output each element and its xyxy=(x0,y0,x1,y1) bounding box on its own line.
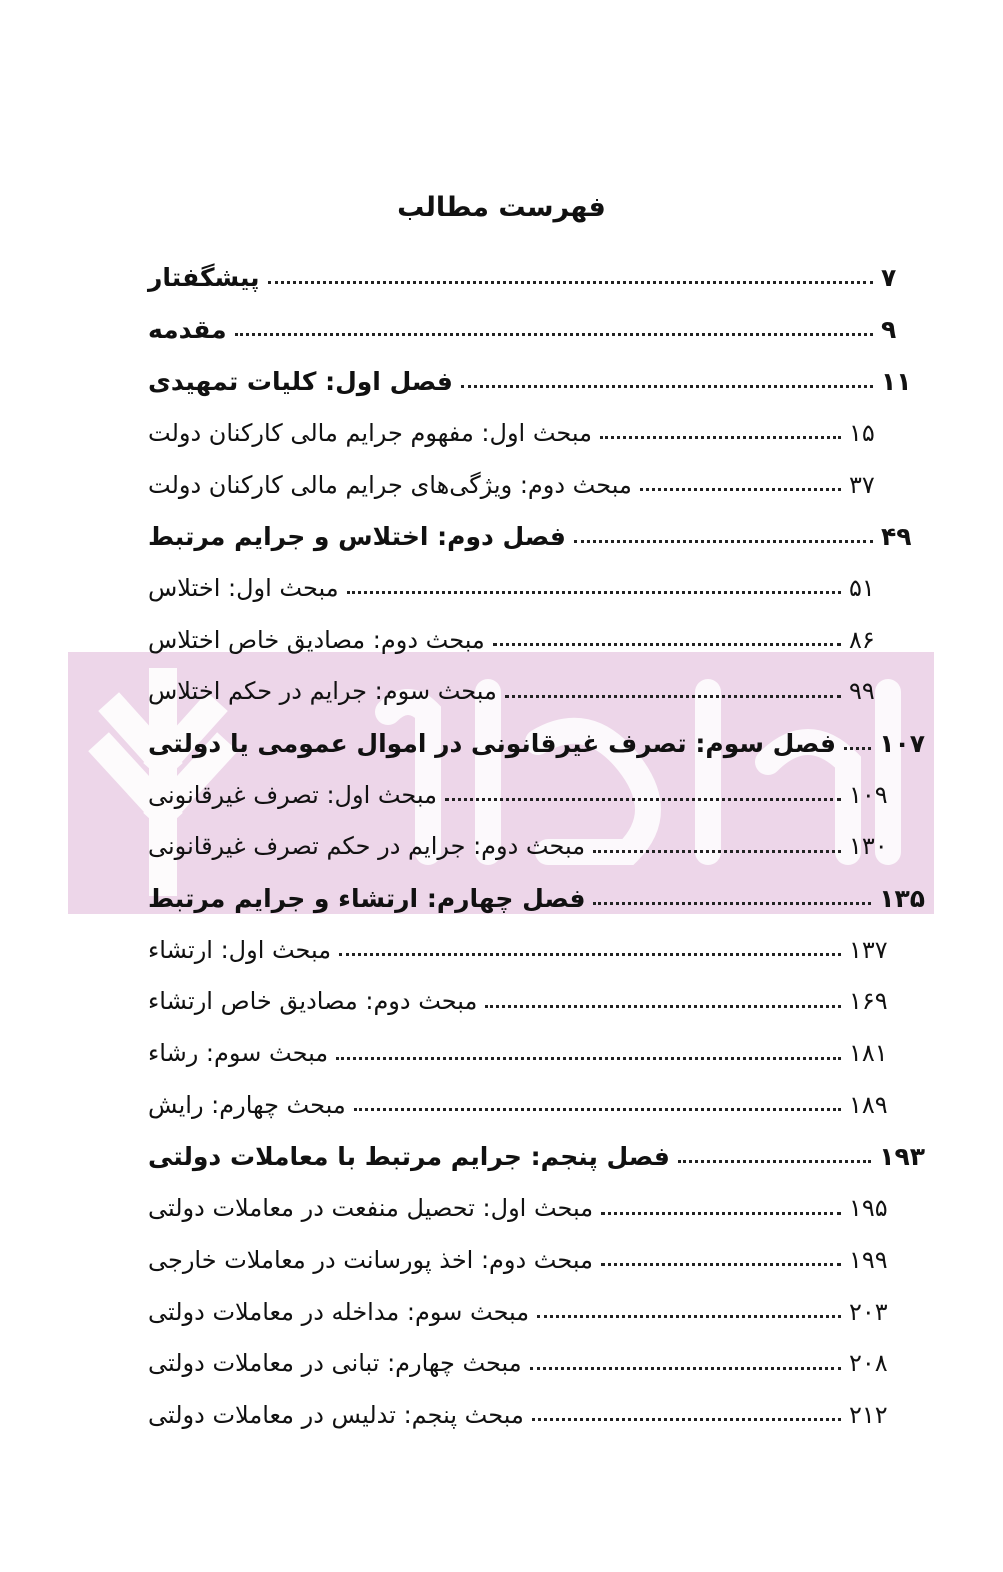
toc-entry-label: مبحث اول: ارتشاء xyxy=(148,935,332,964)
dot-leader xyxy=(601,1263,841,1266)
dot-leader xyxy=(537,1315,841,1318)
toc-section-row[interactable] xyxy=(148,1234,925,1286)
toc-entry-label: مبحث چهارم: تبانی در معاملات دولتی xyxy=(148,1349,522,1378)
toc-section-row[interactable] xyxy=(148,1337,925,1389)
dot-leader xyxy=(505,695,841,698)
dot-leader xyxy=(485,1005,841,1008)
toc-page-number: ۱۹۵ xyxy=(849,1194,888,1223)
toc-chapter-row[interactable] xyxy=(148,510,925,562)
toc-section-row[interactable] xyxy=(148,562,925,614)
toc-entry-label: مبحث اول: تصرف غیرقانونی xyxy=(148,780,438,809)
toc-page-number: ۱۳۵ xyxy=(879,883,925,913)
dot-leader xyxy=(347,591,841,594)
toc-chapter-row[interactable] xyxy=(148,252,925,304)
toc-section-row[interactable] xyxy=(148,769,925,821)
dot-leader xyxy=(844,747,871,750)
toc-chapter-row[interactable] xyxy=(148,355,925,407)
toc-section-row[interactable] xyxy=(148,1286,925,1338)
toc-entry-label: مبحث دوم: جرایم در حکم تصرف غیرقانونی xyxy=(148,832,586,861)
toc-page-number: ۱۳۰ xyxy=(849,832,888,861)
toc-page-number: ۱۳۷ xyxy=(849,935,888,964)
toc-section-row[interactable] xyxy=(148,666,925,718)
toc-chapter-row[interactable] xyxy=(148,304,925,356)
toc-entry-label: مبحث دوم: مصادیق خاص اختلاس xyxy=(148,625,485,654)
dot-leader xyxy=(593,902,871,905)
dot-leader xyxy=(532,1418,841,1421)
toc-page-number: ۱۵ xyxy=(849,418,875,447)
toc-entry-label: مبحث اول: مفهوم جرایم مالی کارکنان دولت xyxy=(148,418,592,447)
toc-page-number: ۷ xyxy=(881,263,897,293)
toc-page-number: ۱۹۳ xyxy=(879,1142,925,1172)
toc-entry-label: مبحث پنجم: تدلیس در معاملات دولتی xyxy=(148,1400,524,1429)
dot-leader xyxy=(593,850,841,853)
page-title: فهرست مطالب xyxy=(397,192,606,223)
toc-section-row[interactable] xyxy=(148,1182,925,1234)
toc-page-number: ۱۰۹ xyxy=(849,780,888,809)
toc-page-number: ۵۱ xyxy=(849,573,875,602)
toc-section-row[interactable] xyxy=(148,1389,925,1441)
toc-page-number: ۲۰۳ xyxy=(849,1297,888,1326)
toc-section-row[interactable] xyxy=(148,821,925,873)
toc-page-number: ۱۱ xyxy=(881,366,912,396)
dot-leader xyxy=(354,1108,841,1111)
toc-page-number: ۱۰۷ xyxy=(879,728,925,758)
dot-leader xyxy=(600,436,841,439)
toc-entry-label: مبحث سوم: مداخله در معاملات دولتی xyxy=(148,1297,530,1326)
toc-section-row[interactable] xyxy=(148,1027,925,1079)
toc-page-number: ۱۸۹ xyxy=(849,1090,888,1119)
toc-page-number: ۸۶ xyxy=(849,625,875,654)
dot-leader xyxy=(461,385,873,388)
dot-leader xyxy=(336,1057,841,1060)
dot-leader xyxy=(493,643,841,646)
toc-section-row[interactable] xyxy=(148,614,925,666)
toc-entry-label: پیشگفتار xyxy=(148,263,260,293)
toc-entry-label: مقدمه xyxy=(148,315,227,345)
dot-leader xyxy=(339,953,841,956)
toc-page-number: ۲۰۸ xyxy=(849,1349,888,1378)
toc-entry-label: فصل اول: کلیات تمهیدی xyxy=(148,366,453,396)
dot-leader xyxy=(235,333,873,336)
table-of-contents xyxy=(148,252,925,1441)
toc-entry-label: فصل چهارم: ارتشاء و جرایم مرتبط xyxy=(148,883,586,913)
toc-entry-label: فصل سوم: تصرف غیرقانونی در اموال عمومی یا دولتی xyxy=(148,728,836,758)
toc-section-row[interactable] xyxy=(148,407,925,459)
toc-entry-label: مبحث اول: تحصیل منفعت در معاملات دولتی xyxy=(148,1194,594,1223)
toc-entry-label: مبحث دوم: اخذ پورسانت در معاملات خارجی xyxy=(148,1245,593,1274)
dot-leader xyxy=(268,281,873,284)
toc-section-row[interactable] xyxy=(148,924,925,976)
toc-entry-label: مبحث دوم: ویژگی‌های جرایم مالی کارکنان دولت xyxy=(148,470,632,499)
toc-entry-label: مبحث دوم: مصادیق خاص ارتشاء xyxy=(148,987,478,1016)
toc-entry-label: مبحث سوم: رشاء xyxy=(148,1039,329,1068)
toc-entry-label: مبحث سوم: جرایم در حکم اختلاس xyxy=(148,677,497,706)
toc-chapter-row[interactable] xyxy=(148,717,925,769)
dot-leader xyxy=(678,1160,871,1163)
toc-page-number: ۱۸۱ xyxy=(849,1039,888,1068)
toc-page-number: ۲۱۲ xyxy=(849,1400,888,1429)
toc-page-number: ۳۷ xyxy=(849,470,875,499)
toc-entry-label: مبحث اول: اختلاس xyxy=(148,573,339,602)
toc-section-row[interactable] xyxy=(148,1079,925,1131)
toc-chapter-row[interactable] xyxy=(148,872,925,924)
toc-chapter-row[interactable] xyxy=(148,1131,925,1183)
toc-page-number: ۹۹ xyxy=(849,677,875,706)
toc-entry-label: فصل دوم: اختلاس و جرایم مرتبط xyxy=(148,521,566,551)
toc-page-number: ۱۶۹ xyxy=(849,987,888,1016)
toc-section-row[interactable] xyxy=(148,459,925,511)
dot-leader xyxy=(640,488,841,491)
toc-page-number: ۹ xyxy=(881,315,897,345)
dot-leader xyxy=(601,1212,841,1215)
dot-leader xyxy=(574,540,873,543)
dot-leader xyxy=(445,798,841,801)
toc-page-number: ۴۹ xyxy=(881,521,912,551)
dot-leader xyxy=(530,1367,841,1370)
toc-entry-label: مبحث چهارم: رایش xyxy=(148,1090,346,1119)
toc-page-number: ۱۹۹ xyxy=(849,1245,888,1274)
toc-entry-label: فصل پنجم: جرایم مرتبط با معاملات دولتی xyxy=(148,1142,670,1172)
toc-section-row[interactable] xyxy=(148,976,925,1028)
